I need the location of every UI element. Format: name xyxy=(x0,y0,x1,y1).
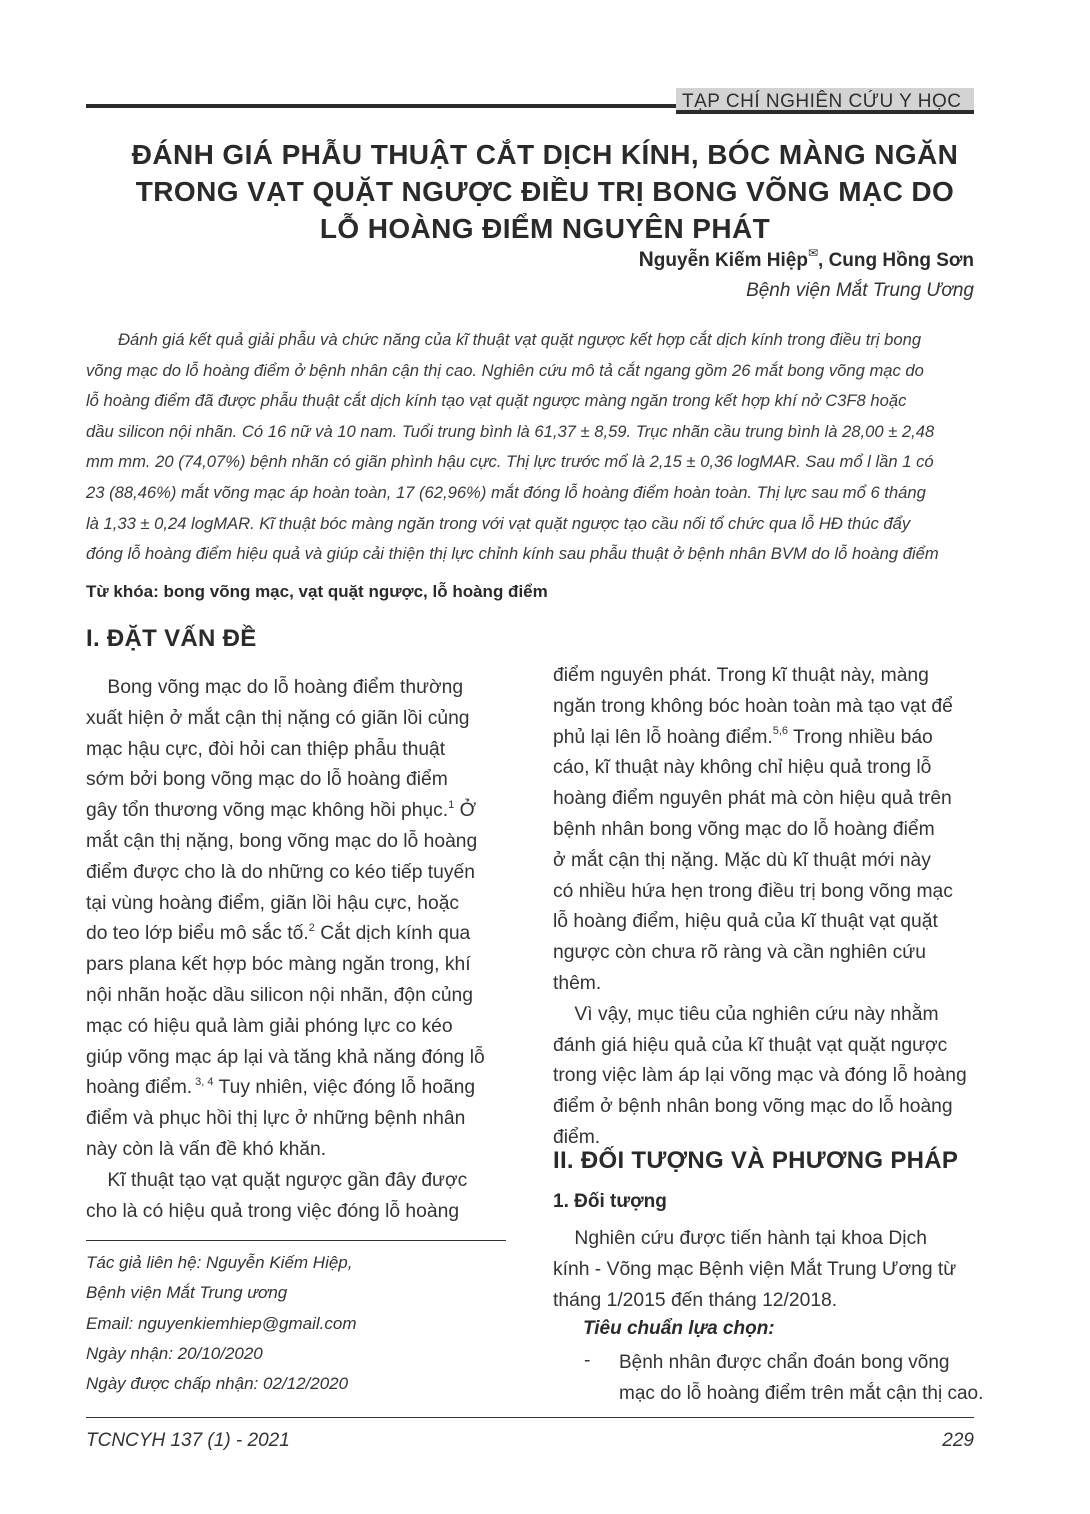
journal-citation: TCNCYH 137 (1) - 2021 xyxy=(86,1430,290,1451)
text-line: ngược còn chưa rõ ràng và cần nghiên cứu xyxy=(553,942,926,964)
text-line: mạc do lỗ hoàng điểm trên mắt cận thị cao. xyxy=(619,1382,984,1404)
text-fragment: do teo lớp biểu mô sắc tố. xyxy=(86,923,309,945)
text-line: thêm. xyxy=(553,972,602,994)
footnote-email: Email: nguyenkiemhiep@gmail.com xyxy=(86,1313,357,1333)
footnote-line: Ngày nhận: 20/10/2020 xyxy=(86,1343,263,1363)
journal-name: TẠP CHÍ NGHIÊN CỨU Y HỌC xyxy=(676,88,974,114)
text-line: điểm nguyên phát. Trong kĩ thuật này, màng xyxy=(553,665,929,686)
text-line: Vì vậy, mục tiêu của nghiên cứu này nhằm xyxy=(553,1003,939,1025)
text-line: điểm ở bệnh nhân bong võng mạc do lỗ hoàng xyxy=(553,1096,953,1118)
text-line: Nghiên cứu được tiến hành tại khoa Dịch xyxy=(553,1228,927,1249)
subsection-title: 1. Đối tượng xyxy=(553,1191,667,1212)
reference-marker: 1 xyxy=(448,798,455,811)
text-line: lỗ hoàng điểm, hiệu quả của kĩ thuật vạt quặt xyxy=(553,911,938,933)
text-line: này còn là vấn đề khó khăn. xyxy=(86,1138,327,1160)
text-fragment: phủ lại lên lỗ hoàng điểm. xyxy=(553,726,773,748)
criteria-heading: Tiêu chuẩn lựa chọn: xyxy=(583,1318,775,1339)
author-name: , Cung Hồng Sơn xyxy=(818,250,974,271)
text-line: điểm được cho là do những co kéo tiếp tuyến xyxy=(86,861,475,883)
text-fragment: Tuy nhiên, việc đóng lỗ hoãng xyxy=(213,1077,476,1099)
keywords: Từ khóa: bong võng mạc, vạt quặt ngược, lỗ hoàng điểm xyxy=(86,582,548,601)
correspondence-footnote xyxy=(86,1248,506,1399)
header-rule xyxy=(86,104,676,108)
author-name: guyễn Kiếm Hiệp xyxy=(653,250,808,271)
text-line: bệnh nhân bong võng mạc do lỗ hoàng điểm xyxy=(553,818,935,840)
text-line: ngăn trong không bóc hoàn toàn mà tạo vạt để xyxy=(553,695,953,717)
abstract-line: Đánh giá kết quả giải phẫu và chức năng của kĩ thuật vạt quặt ngược kết hợp cắt dịch kính trong điều trị bong xyxy=(118,330,922,349)
section-title: I. ĐẶT VẤN ĐỀ xyxy=(86,625,257,652)
author-initial: N xyxy=(638,248,654,271)
text-line: có nhiều hứa hẹn trong điều trị bong võng mạc xyxy=(553,880,953,902)
footnote-line: Tác giả liên hệ: Nguyễn Kiếm Hiệp, xyxy=(86,1253,353,1272)
text-line: giúp võng mạc áp lại và tăng khả năng đóng lỗ xyxy=(86,1046,485,1068)
left-column-text xyxy=(86,673,506,1227)
right-column-text xyxy=(553,661,974,1154)
text-line: mạc có hiệu quả làm giải phóng lực co kéo xyxy=(86,1015,453,1037)
abstract-line: võng mạc do lỗ hoàng điểm ở bệnh nhân cận thị cao. Nghiên cứu mô tả cắt ngang gồm 26 mắt bong võng mạc do xyxy=(86,360,924,380)
article-title xyxy=(60,136,1030,247)
abstract-line: dầu silicon nội nhãn. Có 16 nữ và 10 nam. Tuổi trung bình là 61,37 ± 8,59. Trục nhãn cầu trung bình là 28,00 ± 2,48 xyxy=(86,421,935,441)
abstract-line: 23 (88,46%) mắt võng mạc áp hoàn toàn, 17 (62,96%) mắt đóng lỗ hoàng điểm hoàn toàn. Thị lực sau mổ 6 tháng xyxy=(86,482,926,502)
text-line: tháng 1/2015 đến tháng 12/2018. xyxy=(553,1289,838,1311)
section-title: II. ĐỐI TƯỢNG VÀ PHƯƠNG PHÁP xyxy=(553,1147,959,1174)
author-list xyxy=(639,248,974,272)
text-line: điểm. xyxy=(553,1126,601,1148)
mail-icon: ✉ xyxy=(807,246,819,260)
text-line: nội nhãn hoặc dầu silicon nội nhãn, độn củng xyxy=(86,984,473,1006)
reference-marker: 3, 4 xyxy=(192,1075,214,1088)
abstract-line: là 1,33 ± 0,24 logMAR. Kĩ thuật bóc màng ngăn trong với vạt quặt ngược tạo cầu nối tổ chức qua lỗ HĐ thúc đẩy xyxy=(86,513,911,533)
text-line: hoàng điểm nguyên phát mà còn hiệu quả trên xyxy=(553,788,952,810)
text-line xyxy=(86,796,506,827)
text-line: cáo, kĩ thuật này không chỉ hiệu quả trong lỗ xyxy=(553,757,932,779)
text-fragment: hoàng điểm. xyxy=(86,1077,193,1099)
abstract xyxy=(86,325,974,570)
footnote-line: Ngày được chấp nhận: 02/12/2020 xyxy=(86,1374,349,1394)
abstract-line: đóng lỗ hoàng điểm hiệu quả và giúp cải thiện thị lực chỉnh kính sau phẫu thuật ở bệnh nhân BVM do lỗ hoàng điểm xyxy=(86,544,939,564)
text-line: Kĩ thuật tạo vạt quặt ngược gần đây được xyxy=(86,1169,468,1191)
text-fragment: Cắt dịch kính qua xyxy=(314,923,471,945)
footer-rule xyxy=(86,1417,974,1418)
text-line: mắt cận thị nặng, bong võng mạc do lỗ hoàng xyxy=(86,830,478,852)
text-line: kính - Võng mạc Bệnh viện Mắt Trung Ương từ xyxy=(553,1258,957,1280)
bullet-dash: - xyxy=(584,1350,591,1371)
text-line: mạc hậu cực, đòi hỏi can thiệp phẫu thuật xyxy=(86,738,446,760)
text-line xyxy=(86,919,506,950)
text-line: pars plana kết hợp bóc màng ngăn trong, khí xyxy=(86,954,471,976)
reference-marker: 5,6 xyxy=(772,725,789,738)
reference-marker: 2 xyxy=(308,921,315,934)
text-line: trong việc làm áp lại võng mạc và đóng lỗ hoàng xyxy=(553,1065,967,1087)
abstract-line: lỗ hoàng điểm đã được phẫu thuật cắt dịch kính tạo vạt quặt ngược màng ngăn trong kết hợp khí nở C3F8 hoặc xyxy=(86,391,907,411)
text-line: xuất hiện ở mắt cận thị nặng có giãn lồi củng xyxy=(86,707,470,729)
text-line: ở mắt cận thị nặng. Mặc dù kĩ thuật mới này xyxy=(553,849,931,871)
text-line: tại vùng hoàng điểm, giãn lồi hậu cực, hoặc xyxy=(86,892,460,914)
text-line: Bong võng mạc do lỗ hoàng điểm thường xyxy=(86,677,464,698)
title-line: LỖ HOÀNG ĐIỂM NGUYÊN PHÁT xyxy=(319,213,771,244)
page-number: 229 xyxy=(942,1430,974,1451)
title-line: ĐÁNH GIÁ PHẪU THUẬT CẮT DỊCH KÍNH, BÓC MÀNG NGĂN xyxy=(131,139,959,170)
subsection-text xyxy=(553,1224,974,1316)
bullet-item xyxy=(619,1348,984,1409)
abstract-line: mm mm. 20 (74,07%) bệnh nhãn có giãn phình hậu cực. Thị lực trước mổ là 2,15 ± 0,36 logMAR. Sau mổ l lần 1 có xyxy=(86,452,934,472)
footnote-line: Bệnh viện Mắt Trung ương xyxy=(86,1283,288,1303)
text-line: đánh giá hiệu quả của kĩ thuật vạt quặt ngược xyxy=(553,1034,948,1056)
text-line: sớm bởi bong võng mạc do lỗ hoàng điểm xyxy=(86,769,448,791)
text-line xyxy=(553,723,974,754)
author-affiliation: Bệnh viện Mắt Trung Ương xyxy=(746,280,974,301)
text-fragment: gây tổn thương võng mạc không hồi phục. xyxy=(86,800,449,822)
text-line xyxy=(86,1073,506,1104)
title-line: TRONG VẠT QUẶT NGƯỢC ĐIỀU TRỊ BONG VÕNG MẠC DO xyxy=(135,176,955,207)
footnote-rule xyxy=(86,1240,506,1241)
text-line: cho là có hiệu quả trong việc đóng lỗ hoàng xyxy=(86,1200,460,1222)
text-line: Bệnh nhân được chẩn đoán bong võng xyxy=(619,1352,950,1373)
text-line: điểm và phục hồi thị lực ở những bệnh nhân xyxy=(86,1108,466,1130)
text-fragment: Ở xyxy=(454,800,477,822)
text-fragment: Trong nhiều báo xyxy=(788,726,933,748)
